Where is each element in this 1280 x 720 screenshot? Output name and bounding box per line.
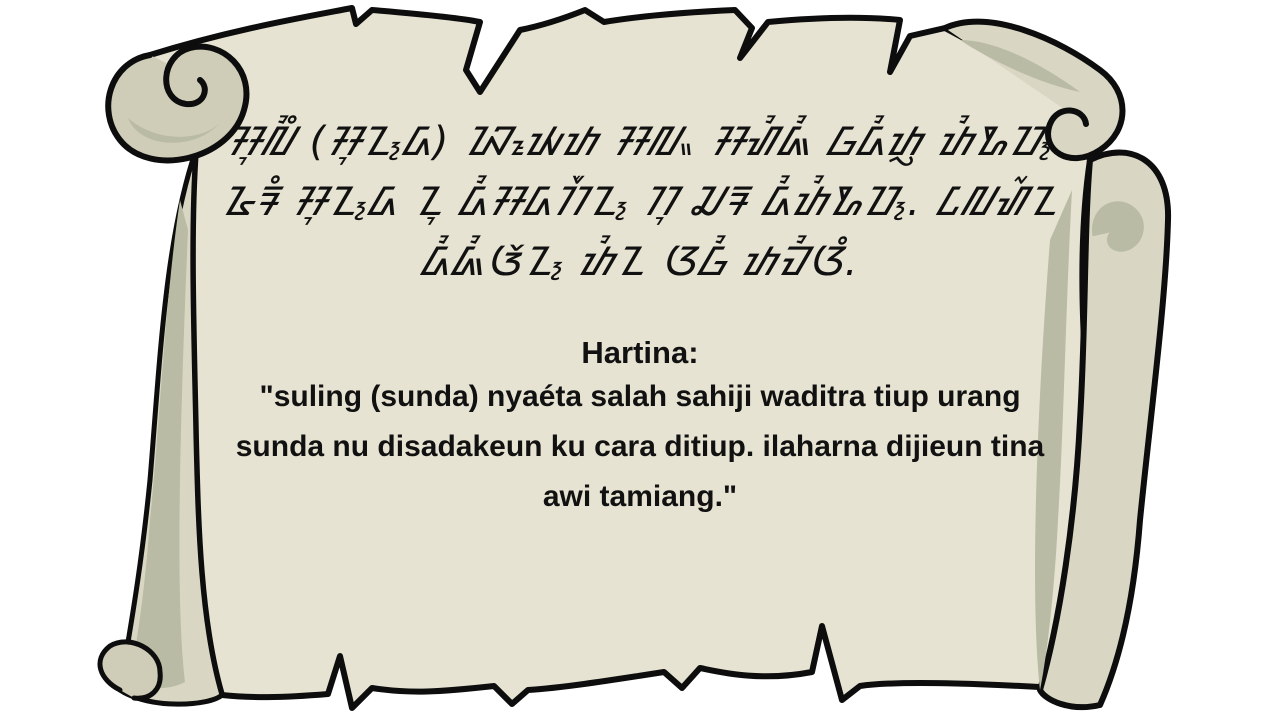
sundanese-script-text: ᮞᮥᮜᮤᮀ (ᮞᮥᮔ᮪ᮓ) ᮑᮚᮦᮒ ᮞᮜᮂ ᮞᮠᮤᮏᮤ ᮝᮓᮤᮒᮢ ᮒᮤᮇᮕ᮪ ᮅᮛᮀ ᮞᮥᮔ᮪ᮓ ᮔᮥ ᮓᮤᮞᮓᮊᮩᮔ᮪ ᮊᮥ ᮎᮛ ᮓᮤᮒᮤᮇᮕ᮪. ᮄᮜᮠᮁᮔ ᮓᮤᮏᮤᮉᮔ᮪ ᮒᮤᮔ ᮃᮝᮤ ᮒᮙᮤᮃᮀ. <box>221 119 1059 285</box>
scroll-text-area <box>200 112 1080 522</box>
translation-text: "suling (sunda) nyaéta salah sahiji waditra tiup urang sunda nu disadakeun ku cara ditiup. ilaharna dijieun tina awi tamiang." <box>235 380 1045 513</box>
translation-label: Hartina: <box>581 335 699 370</box>
bottom-left-curl <box>100 642 160 698</box>
